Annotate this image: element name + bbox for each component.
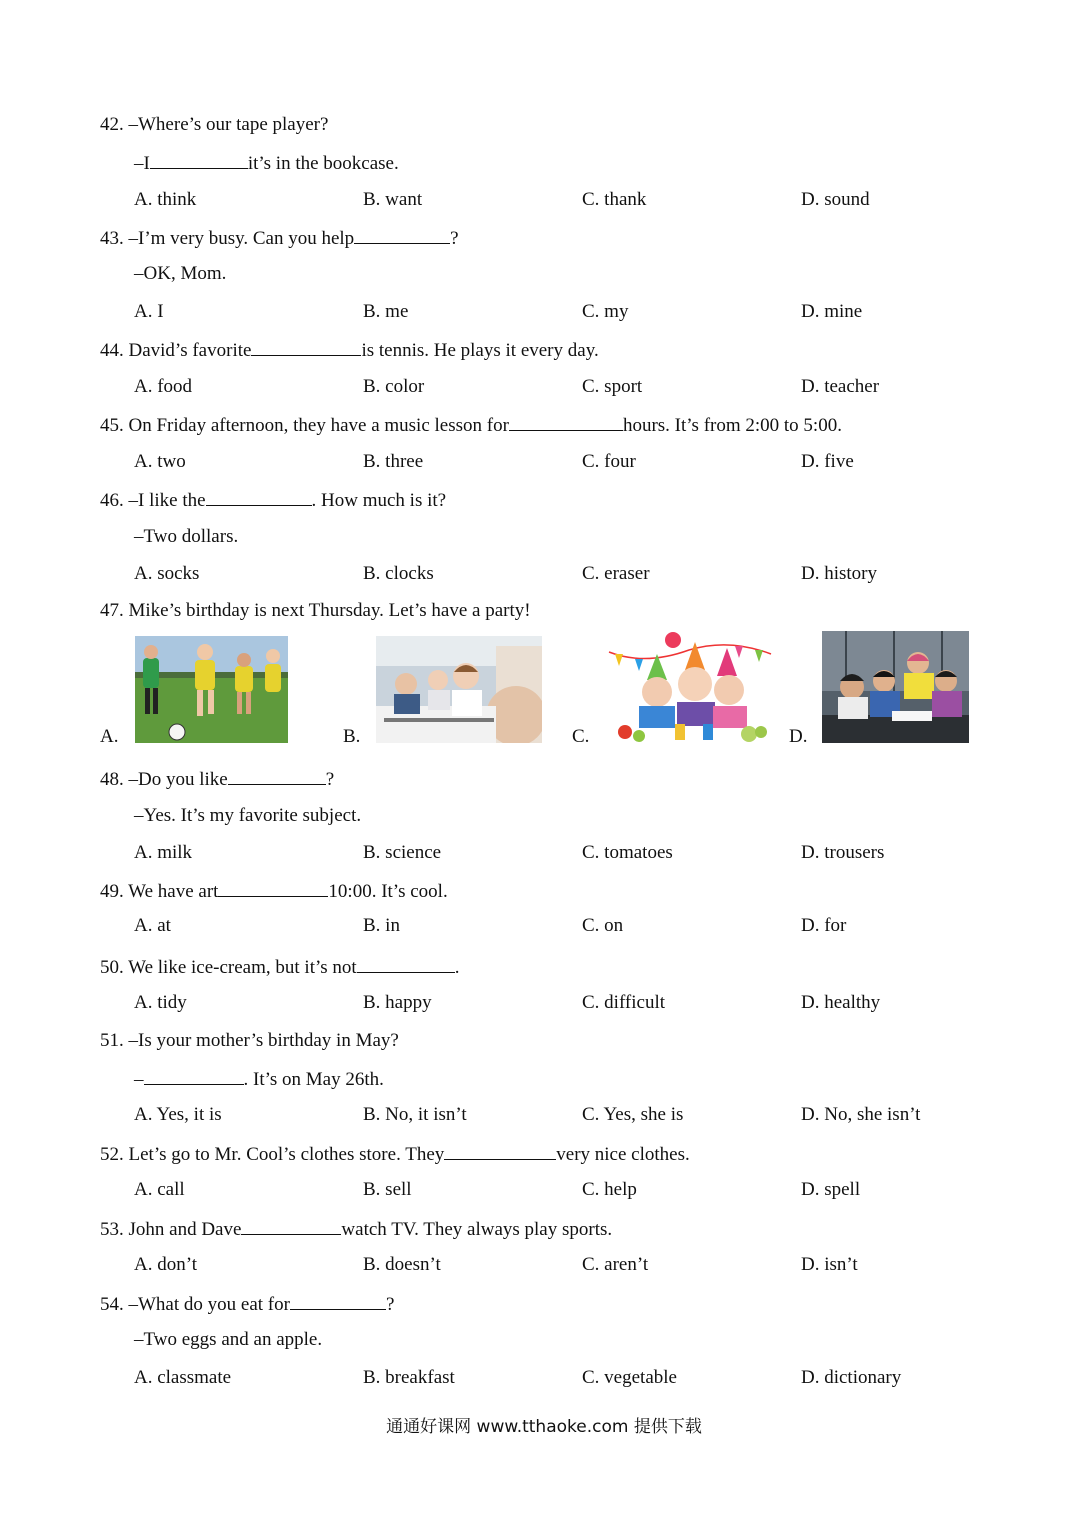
reading-photo[interactable] bbox=[822, 631, 969, 743]
option-c[interactable]: C. aren’t bbox=[582, 1254, 649, 1275]
option-a[interactable]: A. don’t bbox=[134, 1254, 197, 1275]
option-a[interactable]: A. call bbox=[134, 1179, 185, 1200]
question-54-line1: 54. –What do you eat for ? bbox=[100, 1291, 394, 1317]
answer-blank[interactable] bbox=[144, 1066, 244, 1085]
option-c[interactable]: C. vegetable bbox=[582, 1367, 677, 1388]
question-46-line2: –Two dollars. bbox=[134, 526, 239, 547]
option-d[interactable]: D. spell bbox=[801, 1179, 861, 1200]
option-a[interactable]: A. think bbox=[134, 189, 197, 210]
option-b[interactable]: B. No, it isn’t bbox=[363, 1104, 467, 1125]
option-a[interactable]: A. two bbox=[134, 451, 186, 472]
option-c[interactable]: C. my bbox=[582, 301, 629, 322]
question-48-line2: –Yes. It’s my favorite subject. bbox=[134, 805, 362, 826]
option-d[interactable]: D. sound bbox=[801, 189, 870, 210]
option-c[interactable]: C. tomatoes bbox=[582, 842, 673, 863]
question-43-line1: 43. –I’m very busy. Can you help ? bbox=[100, 225, 459, 251]
option-b[interactable]: B. science bbox=[363, 842, 442, 863]
question-51-line1: 51. –Is your mother’s birthday in May? bbox=[100, 1030, 399, 1051]
answer-blank[interactable] bbox=[509, 412, 623, 431]
option-a[interactable]: A. Yes, it is bbox=[134, 1104, 222, 1125]
question-54-line2: –Two eggs and an apple. bbox=[134, 1329, 323, 1350]
option-c[interactable]: C. eraser bbox=[582, 563, 650, 584]
option-d[interactable]: D. trousers bbox=[801, 842, 885, 863]
option-b[interactable]: B. three bbox=[363, 451, 424, 472]
option-d[interactable]: D. for bbox=[801, 915, 847, 936]
option-b[interactable]: B. me bbox=[363, 301, 409, 322]
option-d[interactable]: D. isn’t bbox=[801, 1254, 858, 1275]
question-48-line1: 48. –Do you like ? bbox=[100, 766, 334, 792]
page-footer: 通通好课网 www.tthaoke.com 提供下载 bbox=[386, 1417, 702, 1437]
image-option-b-letter[interactable]: B. bbox=[343, 726, 361, 747]
answer-blank[interactable] bbox=[228, 766, 326, 785]
option-b[interactable]: B. breakfast bbox=[363, 1367, 455, 1388]
question-52-line1: 52. Let’s go to Mr. Cool’s clothes store. They very nice clothes. bbox=[100, 1141, 690, 1167]
image-option-c-letter[interactable]: C. bbox=[572, 726, 590, 747]
question-49-line1: 49. We have art 10:00. It’s cool. bbox=[100, 878, 448, 904]
option-c[interactable]: C. four bbox=[582, 451, 636, 472]
option-a[interactable]: A. socks bbox=[134, 563, 200, 584]
option-d[interactable]: D. dictionary bbox=[801, 1367, 902, 1388]
question-53-line1: 53. John and Dave watch TV. They always play sports. bbox=[100, 1216, 612, 1242]
option-a[interactable]: A. tidy bbox=[134, 992, 187, 1013]
option-c[interactable]: C. Yes, she is bbox=[582, 1104, 684, 1125]
option-b[interactable]: B. happy bbox=[363, 992, 432, 1013]
option-b[interactable]: B. sell bbox=[363, 1179, 412, 1200]
option-d[interactable]: D. five bbox=[801, 451, 854, 472]
option-c[interactable]: C. on bbox=[582, 915, 624, 936]
classroom-photo[interactable] bbox=[376, 636, 542, 743]
answer-blank[interactable] bbox=[218, 878, 328, 897]
soccer-photo[interactable] bbox=[135, 636, 288, 743]
option-a[interactable]: A. milk bbox=[134, 842, 193, 863]
option-b[interactable]: B. color bbox=[363, 376, 425, 397]
image-option-d-letter[interactable]: D. bbox=[789, 726, 808, 747]
option-d[interactable]: D. teacher bbox=[801, 376, 880, 397]
answer-blank[interactable] bbox=[206, 487, 312, 506]
option-b[interactable]: B. doesn’t bbox=[363, 1254, 441, 1275]
option-d[interactable]: D. healthy bbox=[801, 992, 881, 1013]
answer-blank[interactable] bbox=[354, 225, 450, 244]
option-c[interactable]: C. sport bbox=[582, 376, 643, 397]
option-a[interactable]: A. classmate bbox=[134, 1367, 232, 1388]
image-option-a-letter[interactable]: A. bbox=[100, 726, 119, 747]
question-42-line2: –I it’s in the bookcase. bbox=[134, 150, 399, 176]
question-47-line1: 47. Mike’s birthday is next Thursday. Let’s have a party! bbox=[100, 600, 531, 621]
question-50-line1: 50. We like ice-cream, but it’s not . bbox=[100, 954, 459, 980]
answer-blank[interactable] bbox=[251, 337, 361, 356]
option-b[interactable]: B. clocks bbox=[363, 563, 434, 584]
option-d[interactable]: D. history bbox=[801, 563, 877, 584]
option-a[interactable]: A. I bbox=[134, 301, 164, 322]
option-c[interactable]: C. thank bbox=[582, 189, 647, 210]
option-c[interactable]: C. difficult bbox=[582, 992, 666, 1013]
option-a[interactable]: A. food bbox=[134, 376, 193, 397]
option-b[interactable]: B. want bbox=[363, 189, 423, 210]
option-b[interactable]: B. in bbox=[363, 915, 400, 936]
option-c[interactable]: C. help bbox=[582, 1179, 637, 1200]
answer-blank[interactable] bbox=[241, 1216, 341, 1235]
question-43-line2: –OK, Mom. bbox=[134, 263, 227, 284]
question-51-line2: – . It’s on May 26th. bbox=[134, 1066, 384, 1092]
question-42-line1: 42. –Where’s our tape player? bbox=[100, 114, 329, 135]
answer-blank[interactable] bbox=[444, 1141, 556, 1160]
question-45-line1: 45. On Friday afternoon, they have a music lesson for hours. It’s from 2:00 to 5:00. bbox=[100, 412, 842, 438]
birthday-party-photo[interactable] bbox=[605, 632, 775, 744]
question-46-line1: 46. –I like the . How much is it? bbox=[100, 487, 446, 513]
answer-blank[interactable] bbox=[150, 150, 248, 169]
option-a[interactable]: A. at bbox=[134, 915, 171, 936]
option-d[interactable]: D. mine bbox=[801, 301, 863, 322]
option-d[interactable]: D. No, she isn’t bbox=[801, 1104, 921, 1125]
answer-blank[interactable] bbox=[290, 1291, 386, 1310]
answer-blank[interactable] bbox=[357, 954, 455, 973]
question-44-line1: 44. David’s favorite is tennis. He plays it every day. bbox=[100, 337, 599, 363]
